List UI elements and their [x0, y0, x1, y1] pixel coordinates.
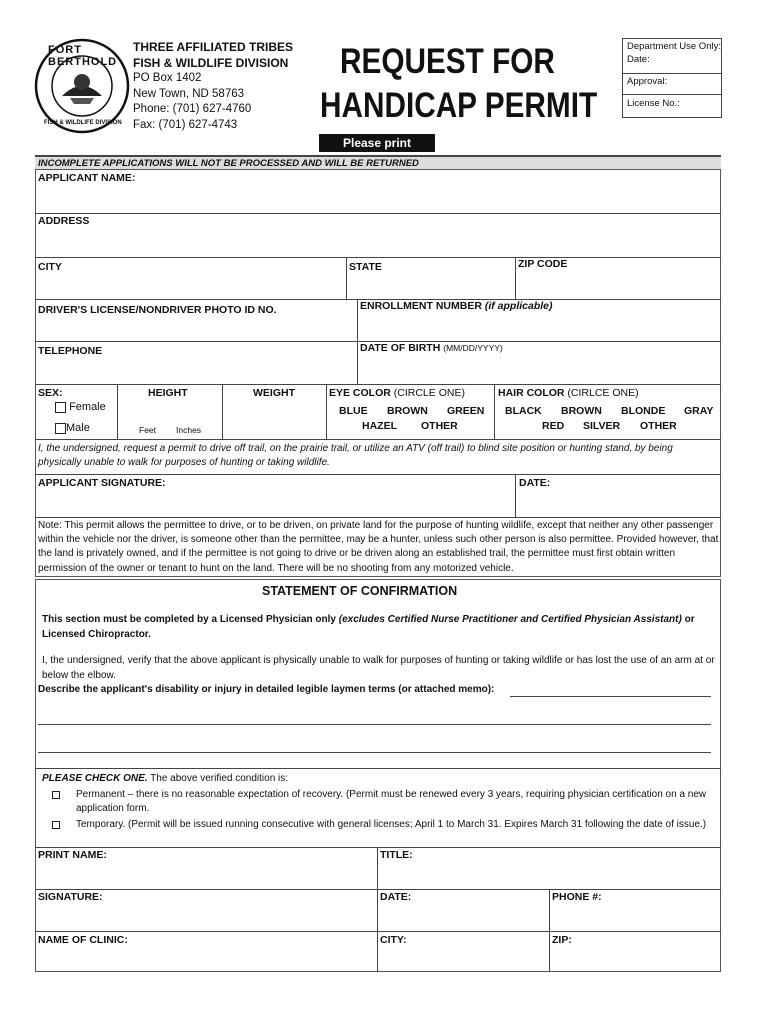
drivers-license-label: DRIVER'S LICENSE/NONDRIVER PHOTO ID NO. — [38, 304, 277, 316]
form-title-line-1: REQUEST FOR — [340, 42, 555, 81]
state-label: STATE — [349, 261, 382, 273]
logo-text-top: FORT BERTHOLD — [48, 44, 118, 68]
clinic-zip-label: ZIP: — [552, 934, 572, 946]
physician-phone-label: PHONE #: — [552, 891, 602, 903]
sex-label: SEX: — [38, 387, 63, 399]
request-statement: I, the undersigned, request a permit to drive off trail, on the prairie trail, or utilize an ATV (off trail) to blind site position or hunting stand, by being physically unable to walk for purposes of hunting or taking wildlife. — [38, 443, 673, 468]
temporary-checkbox[interactable] — [52, 821, 60, 829]
org-phone: Phone: (701) 627-4760 — [133, 103, 252, 115]
hair-option-silver[interactable]: SILVER — [583, 420, 621, 432]
applicant-name-field[interactable] — [36, 186, 720, 212]
eye-option-green[interactable]: GREEN — [447, 405, 485, 417]
permanent-option[interactable]: Permanent – there is no reasonable expectation of recovery. (Permit must be renewed every 3 years, requiring physician certification on a new application form. — [52, 788, 712, 816]
org-line-1: THREE AFFILIATED TRIBES — [133, 40, 293, 54]
telephone-label: TELEPHONE — [38, 345, 103, 357]
logo-text-bottom: FISH & WILDLIFE DIVISION — [44, 120, 122, 126]
height-feet-label: Feet — [139, 425, 157, 435]
org-address-1: PO Box 1402 — [133, 72, 202, 84]
describe-line-1[interactable] — [510, 696, 711, 697]
permanent-checkbox[interactable] — [52, 791, 60, 799]
zip-code-label: ZIP CODE — [518, 258, 568, 270]
describe-line-3[interactable] — [38, 752, 711, 753]
applicant-signature-field[interactable] — [36, 490, 514, 514]
describe-line-2[interactable] — [38, 724, 711, 725]
hair-option-red[interactable]: RED — [542, 420, 565, 432]
title-label: TITLE: — [380, 849, 413, 861]
eye-option-other[interactable]: OTHER — [421, 420, 458, 432]
hair-option-gray[interactable]: GRAY — [684, 405, 714, 417]
form-title-line-2: HANDICAP PERMIT — [320, 86, 598, 125]
enrollment-number-label: ENROLLMENT NUMBER (if applicable) — [360, 300, 553, 312]
male-option[interactable]: Male — [55, 422, 90, 434]
temporary-option[interactable]: Temporary. (Permit will be issued running consecutive with general licenses; April 1 to March 31. Expires March 31 following the date of issue.) — [52, 818, 712, 832]
hair-option-black[interactable]: BLACK — [505, 405, 542, 417]
height-inches-label: Inches — [176, 425, 202, 435]
verify-statement: I, the undersigned, verify that the above applicant is physically unable to walk for purposes of hunting or taking wildlife or has lost the use of an arm at or below the elbow. — [42, 655, 715, 681]
female-option[interactable]: Female — [55, 401, 106, 413]
please-print-banner: Please print — [319, 134, 435, 152]
clinic-name-label: NAME OF CLINIC: — [38, 934, 128, 946]
hair-option-blonde[interactable]: BLONDE — [621, 405, 666, 417]
org-fax: Fax: (701) 627-4743 — [133, 119, 238, 131]
dept-use-license: License No.: — [627, 98, 680, 109]
eye-color-label: EYE COLOR (CIRCLE ONE) — [329, 387, 465, 399]
address-label: ADDRESS — [38, 215, 90, 227]
dept-use-approval: Approval: — [627, 76, 668, 87]
incomplete-warning: INCOMPLETE APPLICATIONS WILL NOT BE PROCESSED AND WILL BE RETURNED — [35, 155, 721, 169]
dept-use-date: Date: — [627, 54, 650, 65]
male-checkbox[interactable] — [55, 423, 66, 434]
applicant-date-label: DATE: — [519, 477, 551, 489]
eye-option-hazel[interactable]: HAZEL — [362, 420, 397, 432]
permit-note: Note: This permit allows the permittee to drive, or to be driven, on private land for the purpose of hunting wildlife, except that neither any other passenger within the vehicle nor the driver, is someone other than the permittee, may be a hunter, unless such other person is also permittee. Provided however, that the land is privately owned, and if the permittee is not going to drive or be driven along an established trail, the permittee must first obtain written permission of the owner or tenant to hunt on the land. There will be no shooting from any motorized vehicle. — [38, 520, 719, 574]
city-label: CITY — [38, 261, 62, 273]
height-label: HEIGHT — [148, 387, 188, 399]
applicant-signature-label: APPLICANT SIGNATURE: — [38, 477, 166, 489]
female-checkbox[interactable] — [55, 402, 66, 413]
hair-option-other[interactable]: OTHER — [640, 420, 677, 432]
date-of-birth-label: DATE OF BIRTH (MM/DD/YYYY) — [360, 342, 503, 354]
clinic-city-label: CITY: — [380, 934, 407, 946]
print-name-label: PRINT NAME: — [38, 849, 107, 861]
hair-option-brown[interactable]: BROWN — [561, 405, 602, 417]
physician-signature-label: SIGNATURE: — [38, 891, 103, 903]
org-line-2: FISH & WILDLIFE DIVISION — [133, 56, 289, 70]
org-address-2: New Town, ND 58763 — [133, 88, 245, 100]
tribal-logo — [34, 38, 130, 134]
physician-date-label: DATE: — [380, 891, 412, 903]
describe-label: Describe the applicant's disability or injury in detailed legible laymen terms (or attached memo): — [38, 684, 495, 695]
applicant-name-label: APPLICANT NAME: — [38, 172, 136, 184]
dept-use-heading: Department Use Only: — [627, 41, 721, 52]
confirmation-intro: This section must be completed by a Licensed Physician only (excludes Certified Nurse Practitioner and Certified Physician Assistant) or Licensed Chiropractor. — [42, 614, 695, 640]
eye-option-blue[interactable]: BLUE — [339, 405, 368, 417]
check-one-label: PLEASE CHECK ONE. The above verified condition is: — [42, 773, 289, 784]
weight-label: WEIGHT — [253, 387, 295, 399]
eye-option-brown[interactable]: BROWN — [387, 405, 428, 417]
hair-color-label: HAIR COLOR (CIRLCE ONE) — [498, 387, 639, 399]
address-field[interactable] — [36, 229, 720, 255]
confirmation-heading: STATEMENT OF CONFIRMATION — [262, 584, 458, 598]
